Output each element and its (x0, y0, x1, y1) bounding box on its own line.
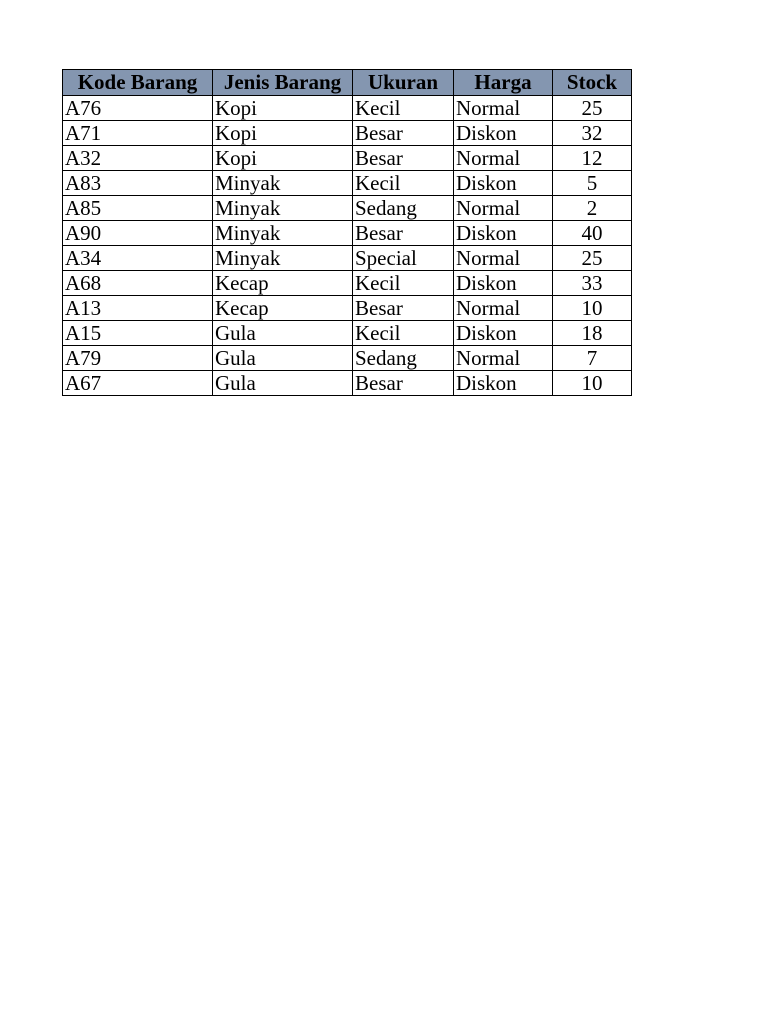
table-row (63, 171, 632, 196)
kode-barang-cell: A90 (63, 221, 213, 246)
stock-cell: 32 (553, 121, 632, 146)
jenis-barang-cell: Gula (213, 371, 353, 396)
jenis-barang-cell: Kecap (213, 271, 353, 296)
table-header (63, 70, 632, 96)
stock-cell: 7 (553, 346, 632, 371)
kode-barang-cell: A15 (63, 321, 213, 346)
harga-cell: Diskon (454, 221, 553, 246)
ukuran-cell: Kecil (353, 271, 454, 296)
ukuran-cell: Kecil (353, 321, 454, 346)
harga-cell: Diskon (454, 371, 553, 396)
harga-cell: Diskon (454, 171, 553, 196)
table-row (63, 296, 632, 321)
ukuran-cell: Special (353, 246, 454, 271)
harga-cell: Diskon (454, 271, 553, 296)
kode-barang-cell: A67 (63, 371, 213, 396)
kode-barang-cell: A32 (63, 146, 213, 171)
jenis-barang-cell: Minyak (213, 221, 353, 246)
jenis-barang-cell: Kecap (213, 296, 353, 321)
jenis-barang-cell: Gula (213, 346, 353, 371)
kode-barang-cell: A34 (63, 246, 213, 271)
column-kode-barang: Kode Barang (63, 70, 213, 96)
table-body (63, 96, 632, 396)
table-row (63, 246, 632, 271)
harga-cell: Diskon (454, 321, 553, 346)
ukuran-cell: Besar (353, 146, 454, 171)
column-stock: Stock (553, 70, 632, 96)
stock-cell: 2 (553, 196, 632, 221)
ukuran-cell: Sedang (353, 346, 454, 371)
ukuran-cell: Kecil (353, 96, 454, 121)
jenis-barang-cell: Minyak (213, 171, 353, 196)
stock-cell: 10 (553, 296, 632, 321)
harga-cell: Normal (454, 196, 553, 221)
table-row (63, 121, 632, 146)
kode-barang-cell: A85 (63, 196, 213, 221)
harga-cell: Normal (454, 246, 553, 271)
jenis-barang-cell: Minyak (213, 196, 353, 221)
table-row (63, 346, 632, 371)
table-row (63, 221, 632, 246)
harga-cell: Diskon (454, 121, 553, 146)
jenis-barang-cell: Kopi (213, 146, 353, 171)
jenis-barang-cell: Minyak (213, 246, 353, 271)
header-row (63, 70, 632, 96)
harga-cell: Normal (454, 296, 553, 321)
stock-cell: 25 (553, 246, 632, 271)
kode-barang-cell: A83 (63, 171, 213, 196)
kode-barang-cell: A13 (63, 296, 213, 321)
ukuran-cell: Besar (353, 371, 454, 396)
table-row (63, 196, 632, 221)
jenis-barang-cell: Kopi (213, 96, 353, 121)
stock-cell: 33 (553, 271, 632, 296)
jenis-barang-cell: Gula (213, 321, 353, 346)
ukuran-cell: Besar (353, 221, 454, 246)
column-jenis-barang: Jenis Barang (213, 70, 353, 96)
stock-cell: 5 (553, 171, 632, 196)
stock-cell: 25 (553, 96, 632, 121)
table-row (63, 371, 632, 396)
jenis-barang-cell: Kopi (213, 121, 353, 146)
kode-barang-cell: A71 (63, 121, 213, 146)
harga-cell: Normal (454, 146, 553, 171)
harga-cell: Normal (454, 96, 553, 121)
table-row (63, 271, 632, 296)
inventory-table (62, 69, 632, 396)
table-row (63, 321, 632, 346)
ukuran-cell: Besar (353, 296, 454, 321)
ukuran-cell: Kecil (353, 171, 454, 196)
ukuran-cell: Sedang (353, 196, 454, 221)
stock-cell: 12 (553, 146, 632, 171)
kode-barang-cell: A68 (63, 271, 213, 296)
stock-cell: 40 (553, 221, 632, 246)
stock-cell: 10 (553, 371, 632, 396)
column-harga: Harga (454, 70, 553, 96)
kode-barang-cell: A76 (63, 96, 213, 121)
stock-cell: 18 (553, 321, 632, 346)
column-ukuran: Ukuran (353, 70, 454, 96)
table-row (63, 146, 632, 171)
ukuran-cell: Besar (353, 121, 454, 146)
kode-barang-cell: A79 (63, 346, 213, 371)
harga-cell: Normal (454, 346, 553, 371)
table-row (63, 96, 632, 121)
